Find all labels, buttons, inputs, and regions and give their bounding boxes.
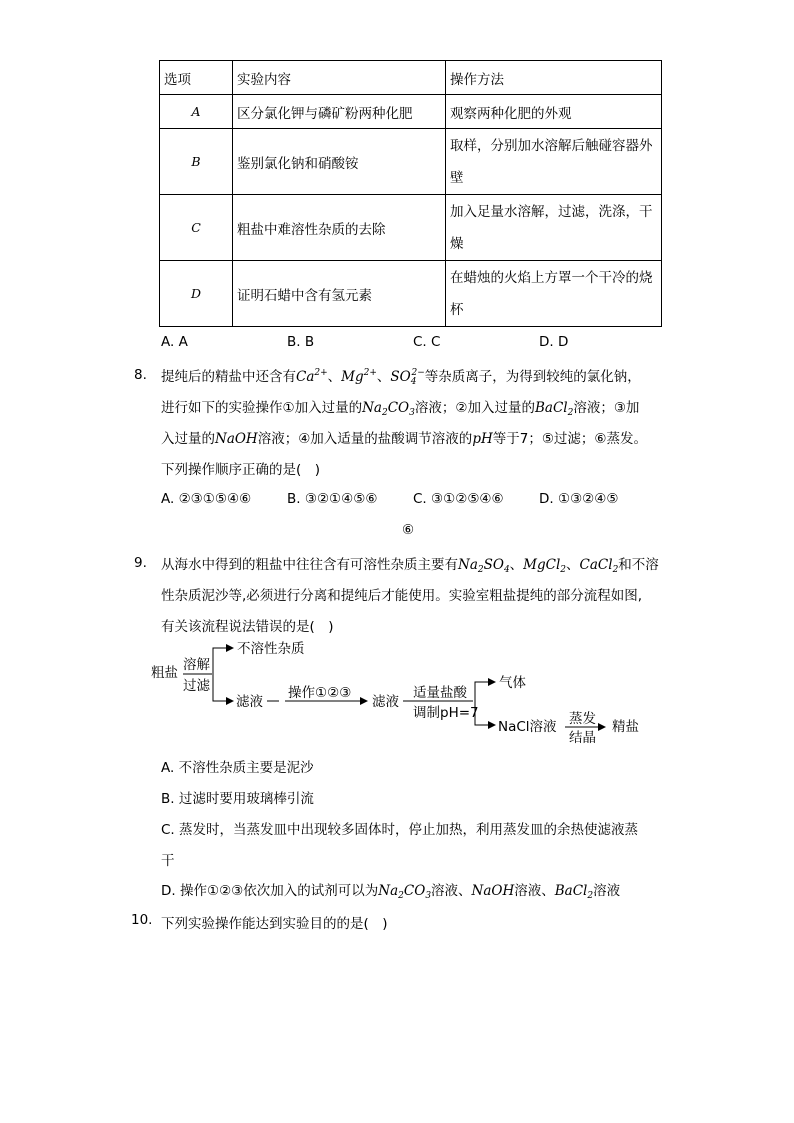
q7-choice-a[interactable]: A. A xyxy=(161,334,188,350)
flow-crude-salt: 粗盐 xyxy=(151,665,178,681)
q9-option-c[interactable]: C. 蒸发时，当蒸发皿中出现较多固体时，停止加热，利用蒸发皿的余热使滤液蒸 xyxy=(161,822,639,838)
q7-table xyxy=(159,60,662,327)
row-content: 证明石蜡中含有氢元素 xyxy=(233,261,446,327)
flow-crystallize: 结晶 xyxy=(569,730,596,746)
table-header-row xyxy=(160,61,662,95)
flow-acid: 适量盐酸 xyxy=(413,685,467,701)
row-method xyxy=(446,95,662,129)
row-content: 鉴别氯化钠和硝酸铵 xyxy=(233,129,446,195)
q8-choice-c[interactable]: C. ③①②⑤④⑥ xyxy=(413,491,504,507)
q9-number: 9. xyxy=(134,555,147,571)
formula-naoh: NaOH xyxy=(215,431,258,447)
flow-filtrate-2: 滤液 xyxy=(372,694,399,710)
row-content: 区分氯化钾与磷矿粉两种化肥 xyxy=(233,95,446,129)
q8-choice-a[interactable]: A. ②③①⑤④⑥ xyxy=(161,491,252,507)
q9-line-3: 有关该流程说法错误的是( ) xyxy=(161,619,334,635)
flow-nacl-solution: NaCl溶液 xyxy=(498,719,557,735)
q9-option-a[interactable]: A. 不溶性杂质主要是泥沙 xyxy=(161,760,314,776)
q9-option-d[interactable]: D. 操作①②③依次加入的试剂可以为$Na_2CO_3$溶液、NaOH溶液、BaCl$_2$溶液 xyxy=(161,883,621,901)
formula-ph: pH xyxy=(472,431,493,447)
method-line: 杯 xyxy=(450,301,464,318)
table-row xyxy=(160,195,662,261)
flow-filter: 过滤 xyxy=(183,678,210,694)
flow-filtrate-1: 滤液 xyxy=(236,694,263,710)
flow-arrow-down xyxy=(213,674,233,701)
q7-choice-d[interactable]: D. D xyxy=(539,334,569,350)
row-option: C xyxy=(160,195,233,261)
method-line: 燥 xyxy=(450,235,464,252)
text: 等杂质离子，为得到较纯的氯化钠， xyxy=(424,369,641,385)
q8-choice-d-wrap: ⑥ xyxy=(402,522,415,538)
q7-choice-b[interactable]: B. B xyxy=(287,334,315,350)
q9-line-1: 从海水中得到的粗盐中往往含有可溶性杂质主要有$Na_2SO_4$、MgCl$_2$、CaCl$_2$和不溶 xyxy=(161,557,659,575)
flow-dissolve: 溶解 xyxy=(183,657,210,673)
q9-option-c-cont: 干 xyxy=(161,853,175,869)
q8-number: 8. xyxy=(134,367,147,383)
q8-choice-d[interactable]: D. ①③②④⑤ xyxy=(539,491,619,507)
row-method xyxy=(446,195,662,261)
q7-choice-c[interactable]: C. C xyxy=(413,334,441,350)
formula-na2co3: $Na_2CO_3$ xyxy=(378,883,432,901)
row-content: 粗盐中难溶性杂质的去除 xyxy=(233,195,446,261)
formula-bacl2: BaCl$_2$ xyxy=(534,400,574,418)
method-line: 壁 xyxy=(450,169,464,186)
header-option: 选项 xyxy=(160,61,233,95)
flow-diagram xyxy=(145,636,655,748)
q10-number: 10. xyxy=(131,912,153,928)
method-line: 观察两种化肥的外观 xyxy=(450,105,572,122)
flow-insoluble: 不溶性杂质 xyxy=(237,641,305,657)
q10-text: 下列实验操作能达到实验目的的是( ) xyxy=(161,916,388,932)
formula-bacl2: BaCl$_2$ xyxy=(554,883,594,901)
table-row xyxy=(160,261,662,327)
row-option: B xyxy=(160,129,233,195)
formula-mgcl2: MgCl$_2$ xyxy=(523,557,567,575)
flow-operation: 操作①②③ xyxy=(288,685,352,701)
q8-line-1: 提纯后的精盐中还含有$Ca^{2+}$、$Mg^{2+}$、$SO_4^{2-}$等杂质离子，为得到较纯的氯化钠， xyxy=(161,368,641,387)
formula-naoh: NaOH xyxy=(471,883,515,899)
header-content: 实验内容 xyxy=(233,61,446,95)
q8-choice-b[interactable]: B. ③②①④⑤⑥ xyxy=(287,491,378,507)
q8-line-3: 入过量的NaOH溶液；④加入适量的盐酸调节溶液的pH等于7；⑤过滤；⑥蒸发。 xyxy=(161,431,648,447)
flow-arrow-gas xyxy=(475,682,495,701)
formula-na2so4: $Na_2SO_4$ xyxy=(458,557,510,575)
formula-so4: $SO_4^{2-}$ xyxy=(390,368,425,387)
table-row xyxy=(160,95,662,129)
q8-line-4: 下列操作顺序正确的是( ) xyxy=(161,462,321,478)
flow-pure-salt: 精盐 xyxy=(612,719,639,735)
flow-evaporate: 蒸发 xyxy=(569,711,596,727)
q9-option-b[interactable]: B. 过滤时要用玻璃棒引流 xyxy=(161,791,314,807)
formula-na2co3: $Na_2CO_3$ xyxy=(362,400,415,418)
flow-adjust-ph: 调制pH=7 xyxy=(413,705,479,721)
row-option: D xyxy=(160,261,233,327)
row-method xyxy=(446,129,662,195)
row-method xyxy=(446,261,662,327)
q9-line-2: 性杂质泥沙等,必须进行分离和提纯后才能使用。实验室粗盐提纯的部分流程如图, xyxy=(161,588,643,604)
formula-cacl2: CaCl$_2$ xyxy=(579,557,619,575)
header-method: 操作方法 xyxy=(446,61,662,95)
formula-ca: $Ca^{2+}$ xyxy=(296,368,328,385)
table-row xyxy=(160,129,662,195)
q8-line-2: 进行如下的实验操作①加入过量的$Na_2CO_3$溶液；②加入过量的BaCl$_2$溶液；③加 xyxy=(161,400,640,418)
method-line: 在蜡烛的火焰上方罩一个干冷的烧 xyxy=(450,269,653,286)
flow-gas: 气体 xyxy=(499,675,526,691)
text: 提纯后的精盐中还含有 xyxy=(161,369,296,385)
formula-mg: $Mg^{2+}$ xyxy=(341,368,377,385)
row-option: A xyxy=(160,95,233,129)
method-line: 取样，分别加水溶解后触碰容器外 xyxy=(450,137,653,154)
flow-arrow-up xyxy=(213,648,233,674)
method-line: 加入足量水溶解，过滤，洗涤，干 xyxy=(450,203,653,220)
